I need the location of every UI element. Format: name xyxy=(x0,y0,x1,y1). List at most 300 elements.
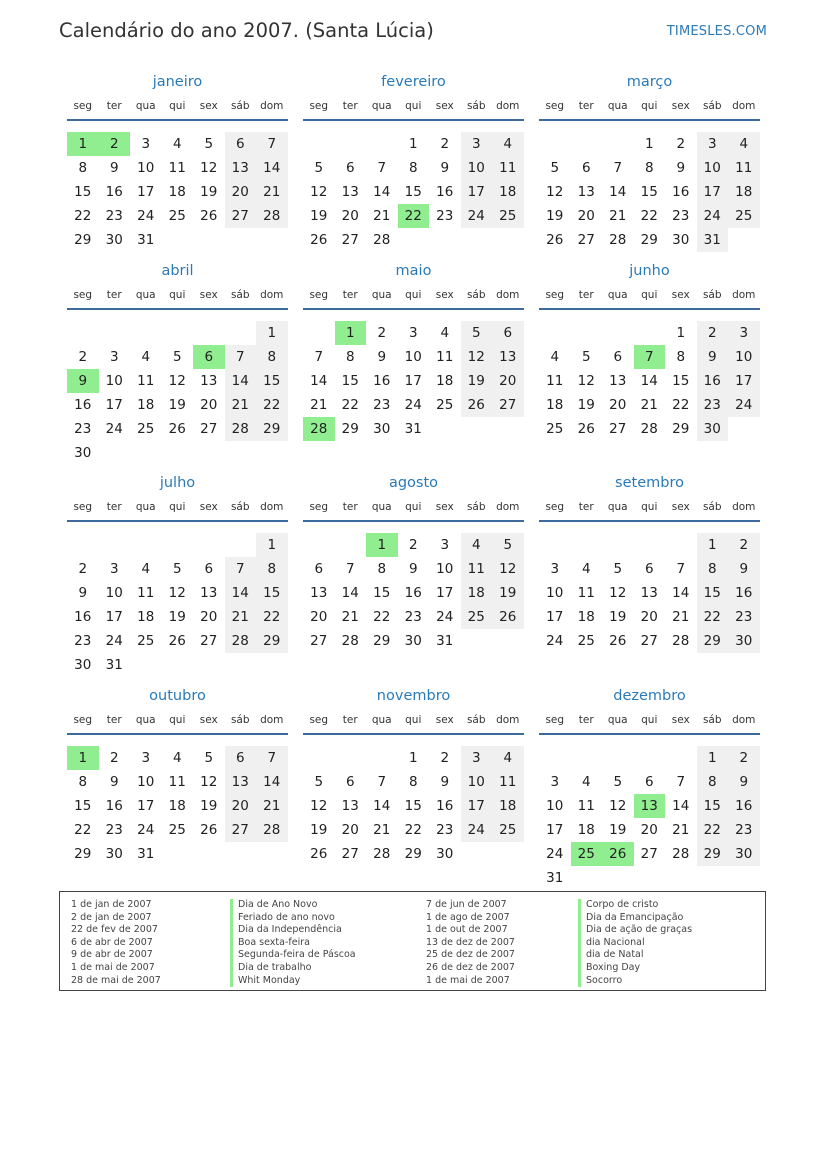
day-cell: 13 xyxy=(640,585,658,601)
day-cell: 9 xyxy=(78,585,88,601)
holiday-name: Boa sexta-feira xyxy=(230,937,356,950)
day-cell: 17 xyxy=(697,180,729,204)
month-9 xyxy=(539,475,760,677)
weekday-header: dom xyxy=(260,501,284,513)
day-cell: 25 xyxy=(492,204,524,228)
day-cell: 21 xyxy=(609,208,627,224)
day-cell: 13 xyxy=(492,345,524,369)
day-cell: 15 xyxy=(697,794,729,818)
day-cell: 16 xyxy=(672,184,690,200)
day-cell: 17 xyxy=(137,798,155,814)
day-cell: 26 xyxy=(577,421,595,437)
weekday-header: sex xyxy=(199,501,218,513)
day-cell: 21 xyxy=(672,609,690,625)
day-cell: 19 xyxy=(168,397,186,413)
day-cell: 2 xyxy=(377,325,387,341)
day-cell: 12 xyxy=(310,184,328,200)
day-cell: 30 xyxy=(105,232,123,248)
day-cell: 6 xyxy=(225,132,257,156)
day-cell: 4 xyxy=(581,774,591,790)
day-cell: 28 xyxy=(672,846,690,862)
day-cell: 21 xyxy=(672,822,690,838)
holiday-date: 26 de dez de 2007 xyxy=(426,961,515,973)
weekday-header: sáb xyxy=(466,501,486,513)
day-cell: 12 xyxy=(310,798,328,814)
day-cell: 29 xyxy=(697,842,729,866)
day-cell: 19 xyxy=(310,208,328,224)
day-cell: 19 xyxy=(546,208,564,224)
day-cell: 12 xyxy=(200,774,218,790)
weekday-header: seg xyxy=(545,289,565,301)
holiday-date: 1 de ago de 2007 xyxy=(426,911,510,923)
weekday-header: qui xyxy=(405,289,422,301)
day-cell: 29 xyxy=(74,846,92,862)
month-name: outubro xyxy=(149,688,206,704)
day-cell: 16 xyxy=(105,798,123,814)
day-cell: 13 xyxy=(609,373,627,389)
day-cell: 4 xyxy=(172,136,182,152)
day-cell: 20 xyxy=(200,397,218,413)
day-cell: 24 xyxy=(546,846,564,862)
day-cell: 27 xyxy=(341,232,359,248)
day-cell: 5 xyxy=(581,349,591,365)
day-cell: 7 xyxy=(377,160,387,176)
day-cell: 5 xyxy=(461,321,493,345)
weekday-header: sex xyxy=(199,100,218,112)
weekday-header: sex xyxy=(435,714,454,726)
day-cell: 21 xyxy=(225,393,257,417)
day-cell: 6 xyxy=(345,160,355,176)
day-cell: 19 xyxy=(577,397,595,413)
day-cell: 30 xyxy=(672,232,690,248)
day-cell: 7 xyxy=(345,561,355,577)
day-cell: 15 xyxy=(74,184,92,200)
holiday-date: 1 de jan de 2007 xyxy=(71,899,152,910)
month-name: agosto xyxy=(388,475,439,491)
day-cell: 4 xyxy=(492,746,524,770)
day-cell: 14 xyxy=(225,369,257,393)
day-cell: 7 xyxy=(256,746,288,770)
day-cell: 6 xyxy=(581,160,591,176)
day-cell: 1 xyxy=(408,136,418,152)
day-cell: 9 xyxy=(408,561,418,577)
weekday-header: sáb xyxy=(702,714,722,726)
weekday-header: seg xyxy=(309,289,329,301)
day-cell: 8 xyxy=(408,774,418,790)
day-cell: 25 xyxy=(168,208,186,224)
day-cell: 7 xyxy=(225,345,257,369)
day-cell: 6 xyxy=(204,561,214,577)
day-cell: 3 xyxy=(461,746,493,770)
holiday-name: Whit Monday xyxy=(230,975,356,988)
day-cell: 6 xyxy=(225,746,257,770)
day-cell: 13 xyxy=(200,373,218,389)
header-rule xyxy=(539,308,760,310)
weekday-header: qui xyxy=(405,714,422,726)
day-cell: 31 xyxy=(436,633,454,649)
day-cell: 12 xyxy=(168,585,186,601)
day-cell: 23 xyxy=(697,393,729,417)
day-cell: 28 xyxy=(256,818,288,842)
day-cell: 14 xyxy=(225,581,257,605)
day-cell: 29 xyxy=(256,629,288,653)
day-cell: 18 xyxy=(137,397,155,413)
day-cell: 23 xyxy=(105,208,123,224)
day-cell: 17 xyxy=(461,180,493,204)
month-6 xyxy=(539,263,760,465)
weekday-header: qui xyxy=(405,100,422,112)
day-cell: 14 xyxy=(373,798,391,814)
weekday-header: dom xyxy=(496,714,520,726)
weekday-header: seg xyxy=(309,714,329,726)
weekday-header: qui xyxy=(169,100,186,112)
day-cell: 18 xyxy=(137,609,155,625)
weekday-header: ter xyxy=(578,714,594,726)
holiday-names-column-2 xyxy=(578,899,692,987)
month-10 xyxy=(67,688,288,890)
weekday-header: dom xyxy=(732,501,756,513)
day-cell: 30 xyxy=(728,629,760,653)
header-rule xyxy=(303,308,524,310)
day-cell: 5 xyxy=(613,561,623,577)
month-2 xyxy=(303,74,524,276)
holiday-day-cell: 1 xyxy=(366,533,398,557)
day-cell: 28 xyxy=(640,421,658,437)
day-cell: 5 xyxy=(204,750,214,766)
day-cell: 21 xyxy=(640,397,658,413)
weekday-header: ter xyxy=(578,100,594,112)
holiday-day-cell: 28 xyxy=(303,417,335,441)
day-cell: 11 xyxy=(168,774,186,790)
day-cell: 13 xyxy=(225,156,257,180)
day-cell: 31 xyxy=(546,870,564,886)
weekday-header: dom xyxy=(732,714,756,726)
day-cell: 6 xyxy=(644,561,654,577)
weekday-header: ter xyxy=(342,289,358,301)
day-cell: 18 xyxy=(168,184,186,200)
day-cell: 1 xyxy=(644,136,654,152)
weekday-header: dom xyxy=(496,289,520,301)
day-cell: 6 xyxy=(492,321,524,345)
weekday-header: ter xyxy=(342,100,358,112)
day-cell: 16 xyxy=(436,184,454,200)
day-cell: 25 xyxy=(137,633,155,649)
day-cell: 27 xyxy=(640,846,658,862)
day-cell: 20 xyxy=(200,609,218,625)
weekday-header: dom xyxy=(260,714,284,726)
holiday-name: Feriado de ano novo xyxy=(230,912,356,925)
day-cell: 20 xyxy=(640,822,658,838)
day-cell: 28 xyxy=(373,846,391,862)
day-cell: 24 xyxy=(137,208,155,224)
day-cell: 4 xyxy=(461,533,493,557)
day-cell: 26 xyxy=(168,633,186,649)
weekday-header: qua xyxy=(607,100,628,112)
holiday-day-cell: 1 xyxy=(67,746,99,770)
weekday-header: qui xyxy=(641,100,658,112)
day-cell: 12 xyxy=(168,373,186,389)
day-cell: 17 xyxy=(461,794,493,818)
month-name: fevereiro xyxy=(381,74,446,90)
holiday-date: 25 de dez de 2007 xyxy=(426,949,515,961)
day-cell: 16 xyxy=(728,794,760,818)
day-cell: 23 xyxy=(728,605,760,629)
weekday-header: sex xyxy=(199,289,218,301)
day-cell: 2 xyxy=(109,750,119,766)
day-cell: 1 xyxy=(697,746,729,770)
day-cell: 11 xyxy=(546,373,564,389)
day-cell: 22 xyxy=(697,605,729,629)
day-cell: 5 xyxy=(314,160,324,176)
day-cell: 16 xyxy=(105,184,123,200)
day-cell: 26 xyxy=(461,393,493,417)
day-cell: 28 xyxy=(373,232,391,248)
day-cell: 20 xyxy=(577,208,595,224)
day-cell: 1 xyxy=(697,533,729,557)
day-cell: 22 xyxy=(256,605,288,629)
day-cell: 9 xyxy=(697,345,729,369)
day-cell: 6 xyxy=(613,349,623,365)
day-cell: 14 xyxy=(609,184,627,200)
day-cell: 22 xyxy=(404,822,422,838)
weekday-header: seg xyxy=(73,714,93,726)
day-cell: 1 xyxy=(256,321,288,345)
day-cell: 15 xyxy=(256,369,288,393)
holiday-day-cell: 9 xyxy=(67,369,99,393)
day-cell: 11 xyxy=(577,585,595,601)
day-cell: 4 xyxy=(440,325,450,341)
weekday-header: qua xyxy=(607,501,628,513)
weekday-header: qua xyxy=(371,289,392,301)
day-cell: 16 xyxy=(697,369,729,393)
weekday-header: qui xyxy=(169,289,186,301)
weekday-header: seg xyxy=(73,100,93,112)
holiday-dates-column-2 xyxy=(426,899,515,987)
month-name: março xyxy=(626,74,673,90)
day-cell: 3 xyxy=(550,561,560,577)
weekday-header: sex xyxy=(671,501,690,513)
day-cell: 25 xyxy=(728,204,760,228)
day-cell: 4 xyxy=(141,349,151,365)
day-cell: 19 xyxy=(609,822,627,838)
day-cell: 24 xyxy=(461,204,493,228)
day-cell: 22 xyxy=(74,208,92,224)
day-cell: 14 xyxy=(672,585,690,601)
weekday-header: sáb xyxy=(702,289,722,301)
weekday-header: sáb xyxy=(466,100,486,112)
day-cell: 23 xyxy=(373,397,391,413)
day-cell: 28 xyxy=(341,633,359,649)
holiday-name: dia Nacional xyxy=(578,937,692,950)
day-cell: 18 xyxy=(577,609,595,625)
day-cell: 21 xyxy=(373,208,391,224)
day-cell: 20 xyxy=(609,397,627,413)
weekday-header: ter xyxy=(106,501,122,513)
day-cell: 8 xyxy=(345,349,355,365)
day-cell: 4 xyxy=(141,561,151,577)
day-cell: 11 xyxy=(577,798,595,814)
day-cell: 31 xyxy=(404,421,422,437)
day-cell: 5 xyxy=(492,533,524,557)
holiday-date: 28 de mai de 2007 xyxy=(71,974,161,986)
header-rule xyxy=(67,308,288,310)
header-rule xyxy=(303,733,524,735)
weekday-header: seg xyxy=(309,100,329,112)
day-cell: 23 xyxy=(74,421,92,437)
day-cell: 16 xyxy=(404,585,422,601)
day-cell: 25 xyxy=(168,822,186,838)
day-cell: 7 xyxy=(314,349,324,365)
day-cell: 14 xyxy=(256,770,288,794)
day-cell: 7 xyxy=(225,557,257,581)
holiday-date: 1 de mai de 2007 xyxy=(71,961,155,973)
day-cell: 26 xyxy=(310,846,328,862)
weekday-header: dom xyxy=(732,289,756,301)
month-5 xyxy=(303,263,524,465)
day-cell: 13 xyxy=(577,184,595,200)
weekday-header: sex xyxy=(435,100,454,112)
header-rule xyxy=(303,119,524,121)
day-cell: 19 xyxy=(492,581,524,605)
day-cell: 11 xyxy=(492,156,524,180)
day-cell: 25 xyxy=(546,421,564,437)
weekday-header: sex xyxy=(671,100,690,112)
day-cell: 4 xyxy=(581,561,591,577)
day-cell: 2 xyxy=(78,349,88,365)
day-cell: 5 xyxy=(314,774,324,790)
weekday-header: sex xyxy=(435,501,454,513)
day-cell: 30 xyxy=(404,633,422,649)
day-cell: 22 xyxy=(373,609,391,625)
day-cell: 27 xyxy=(577,232,595,248)
day-cell: 25 xyxy=(436,397,454,413)
weekday-header: seg xyxy=(73,501,93,513)
month-name: junho xyxy=(629,263,670,279)
day-cell: 24 xyxy=(404,397,422,413)
holiday-name: dia de Natal xyxy=(578,949,692,962)
day-cell: 31 xyxy=(697,228,729,252)
day-cell: 26 xyxy=(546,232,564,248)
weekday-header: ter xyxy=(578,501,594,513)
weekday-header: ter xyxy=(342,714,358,726)
day-cell: 27 xyxy=(200,633,218,649)
holiday-day-cell: 13 xyxy=(634,794,666,818)
day-cell: 18 xyxy=(168,798,186,814)
header-rule xyxy=(539,520,760,522)
weekday-header: sex xyxy=(671,289,690,301)
day-cell: 16 xyxy=(728,581,760,605)
weekday-header: sáb xyxy=(702,100,722,112)
day-cell: 27 xyxy=(341,846,359,862)
day-cell: 27 xyxy=(609,421,627,437)
holiday-date: 1 de out de 2007 xyxy=(426,924,508,936)
day-cell: 20 xyxy=(640,609,658,625)
day-cell: 23 xyxy=(74,633,92,649)
day-cell: 21 xyxy=(225,605,257,629)
day-cell: 19 xyxy=(200,184,218,200)
day-cell: 6 xyxy=(314,561,324,577)
day-cell: 8 xyxy=(78,160,88,176)
weekday-header: qua xyxy=(371,714,392,726)
brand-link[interactable]: TIMESLES.COM xyxy=(666,24,767,39)
day-cell: 15 xyxy=(74,798,92,814)
weekday-header: ter xyxy=(106,714,122,726)
day-cell: 8 xyxy=(256,557,288,581)
day-cell: 22 xyxy=(74,822,92,838)
day-cell: 13 xyxy=(341,798,359,814)
weekday-header: seg xyxy=(545,714,565,726)
day-cell: 17 xyxy=(105,609,123,625)
day-cell: 9 xyxy=(676,160,686,176)
day-cell: 26 xyxy=(200,208,218,224)
weekday-header: sex xyxy=(435,289,454,301)
weekday-header: qui xyxy=(641,714,658,726)
day-cell: 7 xyxy=(377,774,387,790)
day-cell: 17 xyxy=(105,397,123,413)
day-cell: 28 xyxy=(609,232,627,248)
holiday-name: Dia de Ano Novo xyxy=(230,899,356,912)
day-cell: 6 xyxy=(345,774,355,790)
holiday-day-cell: 22 xyxy=(398,204,430,228)
day-cell: 2 xyxy=(728,533,760,557)
day-cell: 15 xyxy=(256,581,288,605)
day-cell: 30 xyxy=(728,842,760,866)
day-cell: 29 xyxy=(74,232,92,248)
day-cell: 18 xyxy=(546,397,564,413)
month-name: novembro xyxy=(376,688,451,704)
day-cell: 24 xyxy=(105,633,123,649)
day-cell: 4 xyxy=(492,132,524,156)
holiday-day-cell: 25 xyxy=(571,842,603,866)
day-cell: 27 xyxy=(225,818,257,842)
day-cell: 20 xyxy=(341,208,359,224)
day-cell: 14 xyxy=(341,585,359,601)
day-cell: 17 xyxy=(546,822,564,838)
day-cell: 8 xyxy=(697,557,729,581)
weekday-header: sex xyxy=(199,714,218,726)
day-cell: 7 xyxy=(613,160,623,176)
day-cell: 30 xyxy=(105,846,123,862)
day-cell: 17 xyxy=(546,609,564,625)
day-cell: 23 xyxy=(436,208,454,224)
day-cell: 26 xyxy=(168,421,186,437)
weekday-header: dom xyxy=(260,289,284,301)
day-cell: 4 xyxy=(172,750,182,766)
day-cell: 29 xyxy=(404,846,422,862)
day-cell: 10 xyxy=(461,156,493,180)
holiday-name: Socorro xyxy=(578,975,692,988)
holiday-name: Corpo de cristo xyxy=(578,899,692,912)
day-cell: 3 xyxy=(550,774,560,790)
day-cell: 17 xyxy=(728,369,760,393)
day-cell: 2 xyxy=(728,746,760,770)
weekday-header: qui xyxy=(641,501,658,513)
weekday-header: qui xyxy=(169,714,186,726)
header-rule xyxy=(67,119,288,121)
day-cell: 11 xyxy=(728,156,760,180)
weekday-header: sex xyxy=(671,714,690,726)
day-cell: 3 xyxy=(440,537,450,553)
day-cell: 30 xyxy=(74,445,92,461)
day-cell: 27 xyxy=(640,633,658,649)
day-cell: 10 xyxy=(461,770,493,794)
day-cell: 11 xyxy=(461,557,493,581)
weekday-header: ter xyxy=(106,100,122,112)
weekday-header: dom xyxy=(496,100,520,112)
day-cell: 4 xyxy=(550,349,560,365)
day-cell: 3 xyxy=(141,136,151,152)
day-cell: 26 xyxy=(492,605,524,629)
